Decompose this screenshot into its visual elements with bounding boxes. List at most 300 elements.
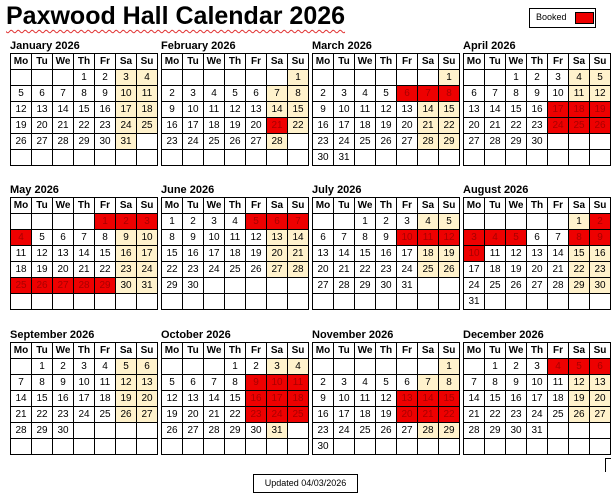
day-cell: 20 — [53, 262, 74, 278]
day-cell: 28 — [11, 423, 32, 439]
day-cell: 19 — [376, 407, 397, 423]
day-header: We — [355, 198, 376, 214]
empty-cell — [548, 439, 569, 455]
empty-cell — [288, 278, 309, 294]
day-header: Mo — [313, 54, 334, 70]
booked-day-cell: 19 — [590, 102, 611, 118]
empty-cell — [162, 359, 183, 375]
day-header: Tu — [183, 54, 204, 70]
day-header: Th — [376, 198, 397, 214]
day-header: Mo — [11, 54, 32, 70]
day-header: Th — [225, 343, 246, 359]
day-cell: 4 — [355, 86, 376, 102]
day-cell: 11 — [204, 102, 225, 118]
day-cell: 22 — [506, 118, 527, 134]
day-cell: 21 — [53, 118, 74, 134]
day-cell: 16 — [183, 246, 204, 262]
weekend-day-cell: 22 — [439, 118, 460, 134]
empty-cell — [53, 150, 74, 166]
day-header: Sa — [418, 198, 439, 214]
weekend-day-cell: 3 — [267, 359, 288, 375]
empty-cell — [137, 150, 158, 166]
booked-day-cell: 10 — [267, 375, 288, 391]
day-header: Th — [527, 198, 548, 214]
weekend-day-cell: 5 — [439, 214, 460, 230]
day-cell: 9 — [313, 391, 334, 407]
day-cell: 9 — [53, 375, 74, 391]
day-cell: 14 — [74, 246, 95, 262]
day-cell: 6 — [246, 86, 267, 102]
weekend-day-cell: 10 — [137, 230, 158, 246]
day-header: Tu — [485, 54, 506, 70]
day-cell: 23 — [313, 134, 334, 150]
empty-cell — [204, 439, 225, 455]
day-cell: 13 — [246, 102, 267, 118]
day-cell: 18 — [355, 118, 376, 134]
day-header: Tu — [183, 343, 204, 359]
day-cell: 12 — [376, 102, 397, 118]
month-calendar — [463, 183, 607, 310]
empty-cell — [11, 70, 32, 86]
day-cell: 22 — [355, 262, 376, 278]
booked-day-cell: 17 — [267, 391, 288, 407]
empty-cell — [397, 439, 418, 455]
month-title: November 2026 — [312, 329, 394, 341]
booked-day-cell: 29 — [95, 278, 116, 294]
empty-cell — [376, 150, 397, 166]
weekend-day-cell: 4 — [418, 214, 439, 230]
day-cell: 16 — [527, 102, 548, 118]
booked-day-cell: 8 — [569, 230, 590, 246]
day-cell: 16 — [376, 246, 397, 262]
day-cell: 10 — [74, 375, 95, 391]
day-cell: 22 — [485, 407, 506, 423]
empty-cell — [288, 294, 309, 310]
day-cell: 21 — [334, 262, 355, 278]
empty-cell — [116, 294, 137, 310]
empty-cell — [162, 150, 183, 166]
day-cell: 2 — [246, 359, 267, 375]
updated-note: Updated 04/03/2026 — [253, 474, 358, 493]
booked-day-cell: 4 — [548, 359, 569, 375]
empty-cell — [162, 439, 183, 455]
weekend-day-cell: 6 — [137, 359, 158, 375]
day-header: Tu — [32, 343, 53, 359]
weekend-day-cell: 8 — [439, 375, 460, 391]
month-title: December 2026 — [463, 329, 544, 341]
weekend-day-cell: 31 — [116, 134, 137, 150]
day-cell: 24 — [74, 407, 95, 423]
booked-day-cell: 5 — [506, 230, 527, 246]
day-cell: 23 — [183, 262, 204, 278]
empty-cell — [32, 150, 53, 166]
day-cell: 2 — [53, 359, 74, 375]
empty-cell — [162, 70, 183, 86]
empty-cell — [225, 278, 246, 294]
day-cell: 9 — [183, 230, 204, 246]
day-header: Th — [527, 343, 548, 359]
booked-day-cell: 22 — [439, 407, 460, 423]
empty-cell — [464, 214, 485, 230]
day-cell: 25 — [548, 407, 569, 423]
month-title: June 2026 — [161, 184, 215, 196]
empty-cell — [376, 439, 397, 455]
day-cell: 12 — [225, 102, 246, 118]
day-cell: 15 — [506, 102, 527, 118]
empty-cell — [485, 214, 506, 230]
month-title: April 2026 — [463, 40, 516, 52]
day-cell: 5 — [162, 375, 183, 391]
day-cell: 6 — [313, 230, 334, 246]
day-header: Mo — [464, 54, 485, 70]
day-cell: 22 — [225, 407, 246, 423]
day-cell: 16 — [53, 391, 74, 407]
day-cell: 10 — [204, 230, 225, 246]
day-header: Th — [376, 54, 397, 70]
empty-cell — [11, 359, 32, 375]
day-header: Su — [439, 198, 460, 214]
empty-cell — [288, 439, 309, 455]
empty-cell — [334, 359, 355, 375]
day-cell: 24 — [527, 407, 548, 423]
booked-day-cell: 25 — [288, 407, 309, 423]
day-cell: 11 — [355, 102, 376, 118]
day-cell: 20 — [32, 118, 53, 134]
booked-day-cell: 11 — [418, 230, 439, 246]
day-cell: 28 — [464, 423, 485, 439]
day-cell: 25 — [355, 134, 376, 150]
empty-cell — [246, 294, 267, 310]
booked-day-cell: 18 — [569, 102, 590, 118]
weekend-day-cell: 31 — [267, 423, 288, 439]
day-cell: 11 — [548, 375, 569, 391]
day-cell: 10 — [334, 102, 355, 118]
empty-cell — [506, 439, 527, 455]
booked-day-cell: 28 — [74, 278, 95, 294]
empty-cell — [418, 70, 439, 86]
empty-cell — [569, 294, 590, 310]
day-header: Su — [137, 198, 158, 214]
day-header: Tu — [32, 198, 53, 214]
day-cell: 17 — [334, 118, 355, 134]
booked-day-cell: 12 — [439, 230, 460, 246]
weekend-day-cell: 20 — [267, 246, 288, 262]
day-cell: 15 — [355, 246, 376, 262]
empty-cell — [288, 423, 309, 439]
empty-cell — [95, 294, 116, 310]
weekend-day-cell: 27 — [137, 407, 158, 423]
weekend-day-cell: 29 — [569, 278, 590, 294]
empty-cell — [267, 150, 288, 166]
day-cell: 2 — [183, 214, 204, 230]
booked-day-cell: 24 — [548, 118, 569, 134]
weekend-day-cell: 1 — [288, 70, 309, 86]
day-header: We — [53, 343, 74, 359]
empty-cell — [95, 423, 116, 439]
day-cell: 2 — [527, 70, 548, 86]
day-cell: 21 — [204, 407, 225, 423]
day-cell: 27 — [397, 423, 418, 439]
day-cell: 26 — [11, 134, 32, 150]
day-header: Fr — [95, 343, 116, 359]
day-cell: 29 — [485, 423, 506, 439]
day-header: Su — [137, 343, 158, 359]
day-cell: 21 — [464, 407, 485, 423]
day-header: Mo — [11, 198, 32, 214]
day-cell: 19 — [506, 262, 527, 278]
day-cell: 7 — [11, 375, 32, 391]
month-title: August 2026 — [463, 184, 529, 196]
day-cell: 8 — [485, 375, 506, 391]
day-header: Fr — [397, 343, 418, 359]
empty-cell — [183, 359, 204, 375]
empty-cell — [137, 423, 158, 439]
day-header: Th — [74, 198, 95, 214]
weekend-day-cell: 4 — [288, 359, 309, 375]
empty-cell — [334, 294, 355, 310]
day-cell: 25 — [204, 134, 225, 150]
day-cell: 2 — [376, 214, 397, 230]
empty-cell — [418, 278, 439, 294]
day-cell: 30 — [506, 423, 527, 439]
day-cell: 18 — [95, 391, 116, 407]
day-cell: 1 — [355, 214, 376, 230]
empty-cell — [267, 294, 288, 310]
day-cell: 16 — [313, 407, 334, 423]
empty-cell — [418, 294, 439, 310]
empty-cell — [11, 214, 32, 230]
weekend-day-cell: 14 — [267, 102, 288, 118]
empty-cell — [418, 150, 439, 166]
day-cell: 8 — [355, 230, 376, 246]
day-cell: 11 — [355, 391, 376, 407]
cell-edge-fragment — [605, 458, 611, 472]
day-cell: 12 — [162, 391, 183, 407]
day-header: Mo — [313, 343, 334, 359]
day-cell: 16 — [95, 102, 116, 118]
empty-cell — [569, 134, 590, 150]
month-title: September 2026 — [10, 329, 95, 341]
day-cell: 23 — [313, 423, 334, 439]
day-cell: 23 — [506, 407, 527, 423]
weekend-day-cell: 22 — [288, 118, 309, 134]
day-header: We — [53, 54, 74, 70]
empty-cell — [527, 150, 548, 166]
booked-day-cell: 26 — [590, 118, 611, 134]
month-title: May 2026 — [10, 184, 59, 196]
day-cell: 26 — [506, 278, 527, 294]
empty-cell — [74, 150, 95, 166]
booked-day-cell: 23 — [246, 407, 267, 423]
empty-cell — [204, 70, 225, 86]
empty-cell — [74, 439, 95, 455]
legend-label: Booked — [536, 12, 567, 22]
empty-cell — [506, 294, 527, 310]
booked-day-cell: 6 — [397, 86, 418, 102]
weekend-day-cell: 28 — [418, 423, 439, 439]
day-header: Fr — [548, 198, 569, 214]
weekend-day-cell: 4 — [569, 70, 590, 86]
empty-cell — [53, 214, 74, 230]
day-cell: 12 — [506, 246, 527, 262]
day-cell: 7 — [334, 230, 355, 246]
day-cell: 1 — [485, 359, 506, 375]
weekend-day-cell: 10 — [116, 86, 137, 102]
day-cell: 14 — [464, 391, 485, 407]
weekend-day-cell: 9 — [116, 230, 137, 246]
empty-cell — [53, 439, 74, 455]
day-cell: 27 — [527, 278, 548, 294]
weekend-day-cell: 15 — [439, 102, 460, 118]
day-header: Sa — [418, 54, 439, 70]
empty-cell — [548, 134, 569, 150]
day-cell: 18 — [355, 407, 376, 423]
month-calendar — [10, 328, 154, 455]
day-cell: 3 — [183, 86, 204, 102]
day-cell: 9 — [162, 102, 183, 118]
day-cell: 4 — [225, 214, 246, 230]
empty-cell — [225, 439, 246, 455]
empty-cell — [355, 70, 376, 86]
day-header: Fr — [95, 54, 116, 70]
weekend-day-cell: 7 — [267, 86, 288, 102]
day-cell: 15 — [485, 391, 506, 407]
day-header: Th — [225, 198, 246, 214]
empty-cell — [439, 278, 460, 294]
empty-cell — [183, 150, 204, 166]
empty-cell — [116, 439, 137, 455]
booked-day-cell: 7 — [418, 86, 439, 102]
empty-cell — [288, 134, 309, 150]
empty-cell — [246, 439, 267, 455]
empty-cell — [11, 150, 32, 166]
empty-cell — [506, 150, 527, 166]
day-cell: 28 — [548, 278, 569, 294]
empty-cell — [464, 150, 485, 166]
weekend-day-cell: 29 — [439, 423, 460, 439]
day-header: Mo — [162, 54, 183, 70]
day-cell: 22 — [95, 262, 116, 278]
day-header: Sa — [569, 54, 590, 70]
day-cell: 31 — [334, 150, 355, 166]
empty-cell — [527, 439, 548, 455]
day-header: We — [355, 343, 376, 359]
day-cell: 10 — [334, 391, 355, 407]
booked-day-cell: 3 — [464, 230, 485, 246]
empty-cell — [137, 294, 158, 310]
empty-cell — [590, 134, 611, 150]
empty-cell — [183, 294, 204, 310]
day-cell: 15 — [95, 246, 116, 262]
day-cell: 23 — [527, 118, 548, 134]
day-cell: 12 — [376, 391, 397, 407]
day-header: We — [53, 198, 74, 214]
empty-cell — [267, 439, 288, 455]
day-cell: 25 — [95, 407, 116, 423]
booked-day-cell: 20 — [397, 407, 418, 423]
empty-cell — [464, 70, 485, 86]
empty-cell — [74, 294, 95, 310]
empty-cell — [162, 294, 183, 310]
day-cell: 12 — [246, 230, 267, 246]
booked-day-cell: 9 — [246, 375, 267, 391]
day-cell: 29 — [162, 278, 183, 294]
day-cell: 15 — [32, 391, 53, 407]
day-cell: 5 — [225, 86, 246, 102]
day-cell: 13 — [313, 246, 334, 262]
weekend-day-cell: 3 — [116, 70, 137, 86]
weekend-day-cell: 14 — [418, 102, 439, 118]
day-cell: 30 — [53, 423, 74, 439]
month-calendar — [463, 39, 607, 166]
day-cell: 8 — [506, 86, 527, 102]
day-cell: 17 — [464, 262, 485, 278]
empty-cell — [32, 70, 53, 86]
day-cell: 13 — [183, 391, 204, 407]
day-cell: 3 — [204, 214, 225, 230]
day-cell: 19 — [376, 118, 397, 134]
empty-cell — [397, 150, 418, 166]
day-cell: 27 — [313, 278, 334, 294]
day-cell: 11 — [11, 246, 32, 262]
day-cell: 18 — [225, 246, 246, 262]
day-cell: 18 — [485, 262, 506, 278]
weekend-day-cell: 24 — [116, 118, 137, 134]
day-header: Mo — [162, 343, 183, 359]
day-header: Fr — [548, 54, 569, 70]
day-cell: 9 — [527, 86, 548, 102]
day-cell: 10 — [183, 102, 204, 118]
booked-day-cell: 2 — [590, 214, 611, 230]
day-header: Sa — [116, 343, 137, 359]
weekend-day-cell: 23 — [116, 262, 137, 278]
empty-cell — [439, 150, 460, 166]
day-cell: 22 — [32, 407, 53, 423]
month-calendar — [312, 183, 456, 310]
day-cell: 26 — [162, 423, 183, 439]
day-header: Sa — [116, 198, 137, 214]
empty-cell — [548, 150, 569, 166]
day-cell: 6 — [464, 86, 485, 102]
weekend-day-cell: 27 — [267, 262, 288, 278]
weekend-day-cell: 30 — [590, 278, 611, 294]
weekend-day-cell: 17 — [137, 246, 158, 262]
empty-cell — [288, 150, 309, 166]
weekend-day-cell: 25 — [418, 262, 439, 278]
booked-day-cell: 15 — [439, 391, 460, 407]
day-cell: 3 — [334, 375, 355, 391]
weekend-day-cell: 7 — [418, 375, 439, 391]
day-cell: 9 — [376, 230, 397, 246]
empty-cell — [569, 423, 590, 439]
empty-cell — [355, 359, 376, 375]
empty-cell — [548, 423, 569, 439]
weekend-day-cell: 28 — [267, 134, 288, 150]
empty-cell — [225, 70, 246, 86]
day-cell: 15 — [162, 246, 183, 262]
booked-day-cell: 21 — [267, 118, 288, 134]
day-header: Su — [439, 54, 460, 70]
weekend-day-cell: 11 — [569, 86, 590, 102]
day-cell: 16 — [506, 391, 527, 407]
weekend-day-cell: 1 — [439, 70, 460, 86]
day-cell: 27 — [183, 423, 204, 439]
empty-cell — [397, 294, 418, 310]
empty-cell — [485, 70, 506, 86]
weekend-day-cell: 28 — [418, 134, 439, 150]
month-calendar — [463, 328, 607, 455]
day-cell: 23 — [95, 118, 116, 134]
